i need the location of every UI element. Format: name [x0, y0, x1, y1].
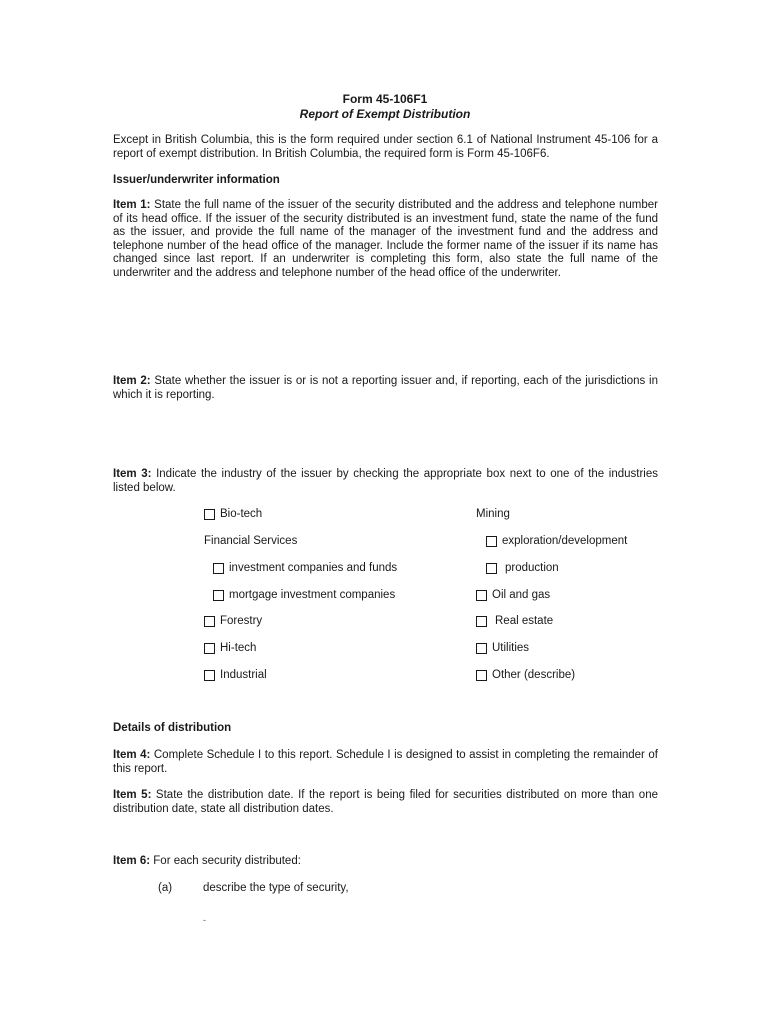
item5-paragraph [113, 789, 658, 816]
item2-paragraph [113, 375, 658, 402]
item3-text: Indicate the industry of the issuer by checking the appropriate box next to one of the industries listed below. [113, 468, 658, 494]
intro-paragraph: Except in British Columbia, this is the form required under section 6.1 of National Instrument 45-106 for a report of exempt distribution. In British Columbia, the required form is Form 45-106F6. [113, 134, 658, 160]
item5-text: State the distribution date. If the report is being filed for securities distributed on more than one distribution date, state all distribution dates. [113, 789, 658, 815]
form-header [0, 92, 770, 122]
item6-a-marker: (a) [158, 882, 173, 894]
item6-paragraph [113, 855, 658, 869]
option-production-label: production [505, 562, 559, 574]
item3-label: Item 3: [113, 468, 152, 480]
option-real-estate-label: Real estate [495, 615, 554, 627]
item6-a-text: describe the type of security, [203, 882, 349, 894]
option-mortgage-investment[interactable] [213, 589, 395, 601]
checkbox-industrial[interactable] [204, 670, 215, 681]
option-hitech[interactable] [204, 642, 256, 654]
checkbox-hitech[interactable] [204, 643, 215, 654]
option-investment-companies[interactable] [213, 562, 397, 574]
checkbox-forestry[interactable] [204, 616, 215, 627]
mining-label: Mining [476, 508, 510, 520]
option-utilities[interactable] [476, 642, 529, 654]
checkbox-production[interactable] [486, 563, 497, 574]
checkbox-other[interactable] [476, 670, 487, 681]
option-biotech-label: Bio-tech [220, 508, 263, 520]
item1-paragraph [113, 199, 658, 281]
item3-paragraph [113, 468, 658, 495]
checkbox-investment-companies[interactable] [213, 563, 224, 574]
option-utilities-label: Utilities [492, 642, 530, 654]
option-hitech-label: Hi-tech [220, 642, 257, 654]
option-production[interactable] [486, 562, 559, 574]
item2-label: Item 2: [113, 375, 151, 387]
form-number: Form 45-106F1 [342, 92, 428, 106]
item1-label: Item 1: [113, 199, 151, 211]
checkbox-exploration[interactable] [486, 536, 497, 547]
form-title: Report of Exempt Distribution [299, 107, 471, 121]
checkbox-oil-gas[interactable] [476, 590, 487, 601]
checkbox-real-estate[interactable] [476, 616, 487, 627]
item4-paragraph [113, 749, 658, 776]
option-oil-gas[interactable] [476, 589, 550, 601]
financial-services-label: Financial Services [204, 535, 298, 547]
option-oil-gas-label: Oil and gas [492, 589, 551, 601]
item4-label: Item 4: [113, 749, 151, 761]
option-exploration[interactable] [486, 535, 627, 547]
checkbox-biotech[interactable] [204, 509, 215, 520]
option-other[interactable] [476, 669, 575, 681]
item4-text: Complete Schedule I to this report. Schedule I is designed to assist in completing the remainder of this report. [113, 749, 658, 775]
option-industrial-label: Industrial [220, 669, 267, 681]
checkbox-utilities[interactable] [476, 643, 487, 654]
issuer-heading: Issuer/underwriter information [113, 174, 280, 186]
details-heading: Details of distribution [113, 722, 232, 734]
checkbox-mortgage-investment[interactable] [213, 590, 224, 601]
stray-mark: - [203, 915, 206, 925]
option-biotech[interactable] [204, 508, 262, 520]
item6-label: Item 6: [113, 855, 151, 867]
item2-text: State whether the issuer is or is not a reporting issuer and, if reporting, each of the jurisdictions in which it is reporting. [113, 375, 658, 401]
item1-text: State the full name of the issuer of the security distributed and the address and telephone number of its head office. If the issuer of the security distributed is an investment fund, state the name of the fund as the issuer, and provide the full name of the manager of the investment fund and the address and telephone number of the head office of the manager. Include the former name of the issuer if its name has changed since last report. If an underwriter is completing this form, also state the full name of the underwriter and the address and telephone number of the head office of the underwriter. [113, 199, 658, 279]
option-industrial[interactable] [204, 669, 267, 681]
item6-text: For each security distributed: [150, 855, 301, 867]
option-forestry-label: Forestry [220, 615, 263, 627]
option-exploration-label: exploration/development [502, 535, 628, 547]
option-investment-companies-label: investment companies and funds [229, 562, 398, 574]
option-forestry[interactable] [204, 615, 262, 627]
option-mortgage-investment-label: mortgage investment companies [229, 589, 396, 601]
option-other-label: Other (describe) [492, 669, 576, 681]
option-real-estate[interactable] [476, 615, 553, 627]
item5-label: Item 5: [113, 789, 152, 801]
